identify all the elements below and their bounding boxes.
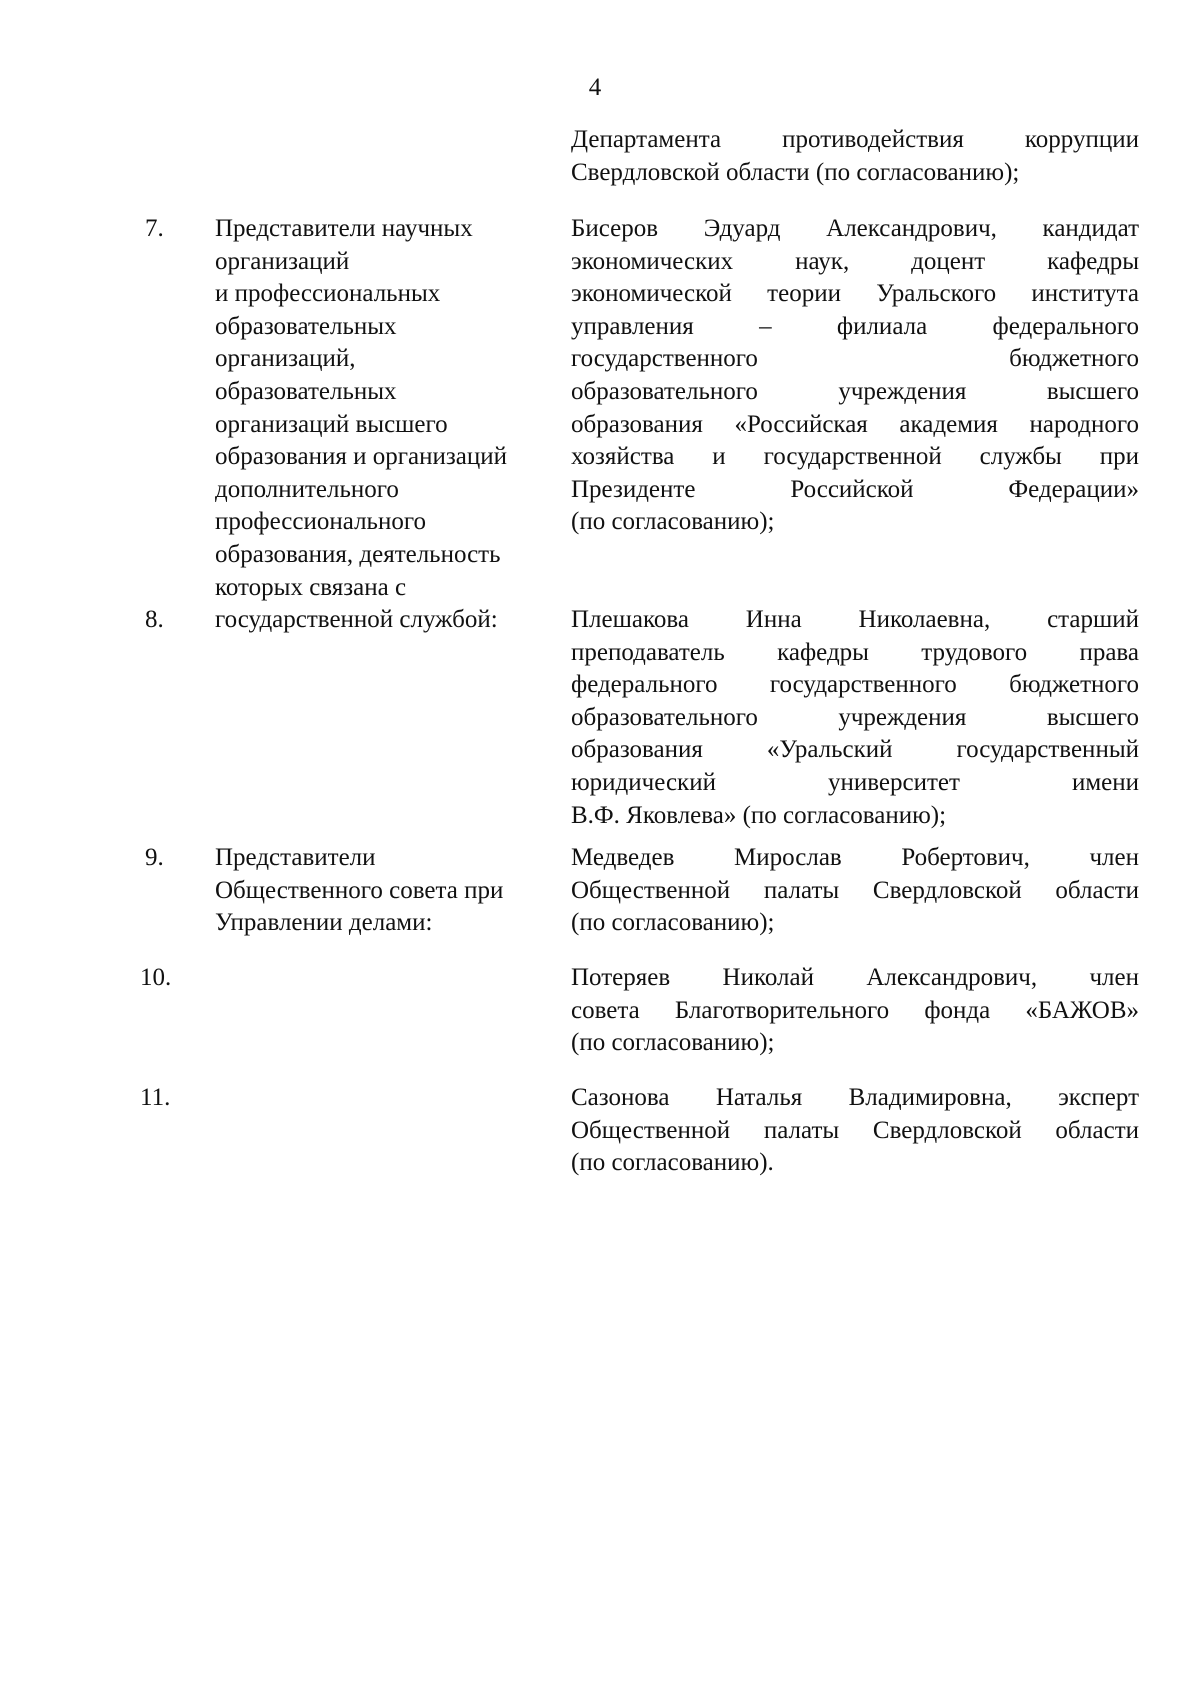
category-line: государственной службой: xyxy=(215,606,498,634)
category-line: организаций xyxy=(215,247,350,275)
entry-description xyxy=(571,962,1139,1060)
description-line: образования «Российская академия народного xyxy=(571,410,1139,438)
entry-description xyxy=(571,842,1139,940)
description-line: (по согласованию); xyxy=(571,508,775,536)
description-line: государственного бюджетного xyxy=(571,345,1139,373)
description-line: (по согласованию); xyxy=(571,1029,775,1057)
description-line: Президенте Российской Федерации» xyxy=(571,475,1139,503)
entry-description xyxy=(571,604,1139,832)
description-line: Общественной палаты Свердловской области xyxy=(571,1116,1139,1144)
description-line: Общественной палаты Свердловской области xyxy=(571,876,1139,904)
description-line: Департамента противодействия коррупции xyxy=(571,126,1139,153)
category-line: образовательных xyxy=(215,312,397,340)
description-line: Плешакова Инна Николаевна, старший xyxy=(571,606,1139,633)
category-line: профессионального xyxy=(215,508,426,536)
category-line: и профессиональных xyxy=(215,280,441,308)
description-line: Медведев Мирослав Робертович, член xyxy=(571,844,1139,871)
page-number: 4 xyxy=(588,74,602,101)
entry-description xyxy=(571,124,1139,189)
description-line: экономической теории Уральского института xyxy=(571,280,1139,308)
category-line: Управлении делами: xyxy=(215,909,433,937)
category-line: образования, деятельность xyxy=(215,540,501,568)
category-line: Представители xyxy=(215,844,376,871)
entry-number: 10. xyxy=(140,964,172,991)
description-line: образования «Уральский государственный xyxy=(571,736,1139,764)
description-line: совета Благотворительного фонда «БАЖОВ» xyxy=(571,996,1139,1024)
category-line: образования и организаций xyxy=(215,443,507,471)
entry-description xyxy=(571,213,1139,539)
category-line: организаций высшего xyxy=(215,410,448,438)
description-line: (по согласованию); xyxy=(571,909,775,937)
description-line: (по согласованию). xyxy=(571,1149,774,1177)
description-line: экономических наук, доцент кафедры xyxy=(571,247,1139,275)
description-line: федерального государственного бюджетного xyxy=(571,671,1139,699)
entry-number: 8. xyxy=(145,606,164,633)
description-line: В.Ф. Яковлева» (по согласованию); xyxy=(571,801,947,829)
entry-number: 7. xyxy=(145,215,164,242)
description-line: юридический университет имени xyxy=(571,768,1139,796)
description-line: хозяйства и государственной службы при xyxy=(571,443,1139,471)
entry-number: 11. xyxy=(140,1084,171,1111)
description-line: преподаватель кафедры трудового права xyxy=(571,638,1139,666)
description-line: образовательного учреждения высшего xyxy=(571,377,1139,405)
entry-description xyxy=(571,1082,1139,1180)
category-line: Представители научных xyxy=(215,215,473,242)
category-line: организаций, xyxy=(215,345,356,373)
entry-category xyxy=(215,842,555,940)
category-line: Общественного совета при xyxy=(215,876,504,904)
description-line: Потеряев Николай Александрович, член xyxy=(571,964,1139,991)
category-line: которых связана с xyxy=(215,573,407,601)
category-line: дополнительного xyxy=(215,475,399,503)
category-line: образовательных xyxy=(215,377,397,405)
description-line: Бисеров Эдуард Александрович, кандидат xyxy=(571,215,1139,242)
description-line: Сазонова Наталья Владимировна, эксперт xyxy=(571,1084,1139,1111)
description-line: управления – филиала федерального xyxy=(571,312,1139,340)
description-line: образовательного учреждения высшего xyxy=(571,703,1139,731)
entry-category xyxy=(215,213,555,637)
description-line: Свердловской области (по согласованию); xyxy=(571,158,1020,186)
entry-number: 9. xyxy=(145,844,164,871)
